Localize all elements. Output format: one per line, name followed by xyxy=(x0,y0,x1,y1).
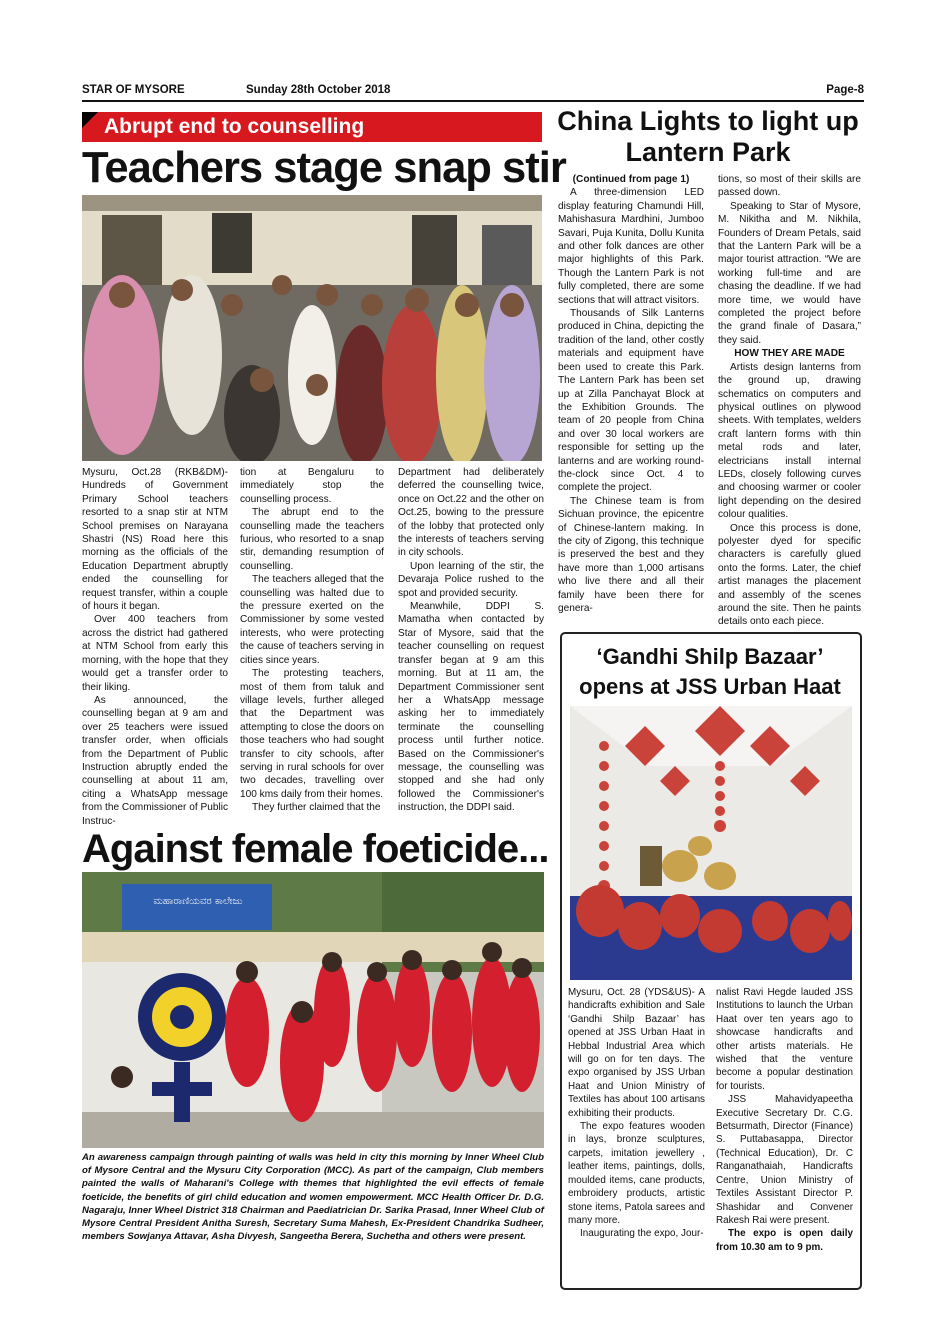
page-header xyxy=(82,84,864,100)
paragraph: The abrupt end to the counselling made the teachers furious, who resorted to a snap stir, demanding resumption of counselling. xyxy=(240,507,384,572)
paragraph: tions, so most of their skills are passed down. xyxy=(718,174,861,199)
paragraph: Once this process is done, polyester dyed for specific characters is carefully glued onto the forms. Later, the chief artist manages the placement and assembly of the scenes around the site. Then he paints details onto each piece. xyxy=(718,522,861,628)
paragraph: nalist Ravi Hegde lauded JSS Institutions to launch the Urban Haat over ten years ago to showcase handicrafts and other artists materials. He wished that the venture become a popular destination for tourists. xyxy=(716,987,853,1092)
subhead: HOW THEY ARE MADE xyxy=(734,348,845,360)
expo-timing: The expo is open daily from 10.30 am to 9 pm. xyxy=(716,1228,853,1253)
china-column-1 xyxy=(558,173,704,615)
gandhi-headline-1: ‘Gandhi Shilp Bazaar’ xyxy=(596,644,824,669)
paragraph: Mysuru, Oct.28 (RKB&DM)- Hundreds of Government Primary School teachers resorted to a snap stir at NTM School premises on Narayana Shastri (NS) Road here this morning as the officials of the Education Department abruptly ended the counselling for request transfer, within a couple of hours it began. xyxy=(82,467,228,613)
china-headline: China Lights to light up Lantern Park xyxy=(557,106,859,167)
paragraph: Department had deliberately deferred the counselling twice, once on Oct.22 and the other on Oct.25, bowing to the pressure of the lobby that protected only the interests of teachers serving in city schools. xyxy=(398,467,544,559)
paragraph: Artists design lanterns from the ground up, drawing schematics on computers and physical outlines on plywood sheets. With templates, welders craft lantern forms with thin metal rods and later, electricians install internal LEDs, closely following curves and choosing warmer or cooler light depending on the desired colour qualities. xyxy=(718,361,861,521)
teachers-column-2 xyxy=(240,466,384,815)
gandhi-column-1 xyxy=(568,986,705,1241)
foeticide-headline: Against female foeticide... xyxy=(82,827,549,871)
gandhi-column-2 xyxy=(716,986,853,1254)
paragraph: A three-dimension LED display featuring Chamundi Hill, Mahishasura Mardhini, Jumboo Savari, Puja Kunita, Dollu Kunita and other folk dances are other major highlights of this Park. Though the Lantern Park is not fully completed, there are some sections that will attract visitors. xyxy=(558,187,704,306)
paragraph: Meanwhile, DDPI S. Mamatha when contacted by Star of Mysore, said that the teacher counselling on request transfer began at 9 am this morning. But at 11 am, the Department Commissioner sent her a WhatsApp message asking her to immediately terminate the counselling process until further notice. Based on the Commissioner's message, the counselling was stopped and she had only followed the Commissioner's instruction, the DDPI said. xyxy=(398,601,544,814)
teachers-photo xyxy=(82,195,542,461)
teachers-column-1 xyxy=(82,466,228,828)
gandhi-photo xyxy=(570,706,852,980)
paragraph: The teachers alleged that the counselling was halted due to the pressure exerted on the Commissioner by some vested interests, who were protecting the cause of teachers serving in cities since years. xyxy=(240,574,384,666)
foeticide-photo xyxy=(82,872,544,1148)
continued-note: (Continued from page 1) xyxy=(572,174,690,185)
paragraph: They further claimed that the xyxy=(252,802,381,814)
paragraph: As announced, the counselling began at 9 am and over 25 teachers were issued transfer order, when officials from the Department of Public Instruction abruptly ended the counselling at about 11 am, citing a WhatsApp message from the Commissioner of Public Instruc- xyxy=(82,694,228,827)
gandhi-headline-2: opens at JSS Urban Haat xyxy=(579,674,841,699)
paragraph: The protesting teachers, most of them from taluk and village levels, further alleged that the Department was attempting to close the doors on those teachers who had sought transfer to city schools, after serving in rural schools for over two decades, travelling over 100 kms daily from their homes. xyxy=(240,668,384,800)
paper-name: STAR OF MYSORE xyxy=(82,84,185,96)
paragraph: Over 400 teachers from across the district had gathered at NTM School from early this morning, with the hope that they would get a transfer order to their liking. xyxy=(82,614,228,693)
teachers-headline: Teachers stage snap stir xyxy=(82,143,566,192)
header-rule xyxy=(82,100,864,102)
paragraph: Inaugurating the expo, Jour- xyxy=(580,1228,704,1240)
page-number: Page-8 xyxy=(826,84,864,96)
paragraph: Thousands of Silk Lanterns produced in China, depicting the tradition of the land, other costly materials and equipment have been used to create this Park. The Lantern Park has been set up at Zilla Panchayat Block at the Exhibition Grounds. The team of 20 people from China and over 30 local workers are responsible for setting up the lanterns and are working round-the-clock since Oct. 4 to complete the project. xyxy=(558,308,704,494)
paragraph: The Chinese team is from Sichuan province, the epicentre of Chinese-lantern making. In the city of Zigong, this technique is preserved the best and they have more than 1,000 artisans who live there and all their family have been there for genera- xyxy=(558,495,704,614)
issue-date: Sunday 28th October 2018 xyxy=(246,84,391,96)
kicker-corner xyxy=(82,112,98,128)
paragraph: JSS Mahavidyapeetha Executive Secretary Dr. C.G. Betsurmath, Director (Finance) S. Puttabasappa, Director (Technical Education), Dr. C Ranganathaiah, Handicrafts Centre, Union Ministry of Textiles Assistant Director P. Shashidar and Convener Rakesh Rai were present. xyxy=(716,1094,853,1226)
paragraph: Mysuru, Oct. 28 (YDS&US)- A handicrafts exhibition and Sale ‘Gandhi Shilp Bazaar’ has opened at JSS Urban Haat in Hebbal Industrial Area which will go on for ten days. The expo organised by JSS Urban Haat and Union Ministry of Textiles has about 100 artisans exhibiting their products. xyxy=(568,987,705,1119)
china-column-2 xyxy=(718,173,861,629)
paragraph: Speaking to Star of Mysore, M. Nikitha and M. Nikhila, Founders of Dream Petals, said that the Lantern Park will be a major tourist attraction. “We are working full-time and are chasing the deadline. If we had more time, we would have completed the project before the grand finale of Dasara,” they said. xyxy=(718,200,861,346)
wall-sign: ಮಹಾರಾಣಿಯವರ ಕಾಲೇಜು xyxy=(153,896,243,907)
kicker-text: Abrupt end to counselling xyxy=(104,115,365,138)
paragraph: Upon learning of the stir, the Devaraja Police rushed to the spot and provided security. xyxy=(398,560,544,599)
teachers-column-3 xyxy=(398,466,544,815)
paragraph: tion at Bengaluru to immediately stop the counselling process. xyxy=(240,467,384,505)
paragraph: The expo features wooden in lays, bronze sculptures, carpets, imitation jewellery , leather items, paintings, dolls, moulded items, cane products, embroidery products, artistic stone items, Patola sarees and many more. xyxy=(568,1121,705,1226)
foeticide-caption: An awareness campaign through painting of walls was held in city this morning by Inner Wheel Club of Mysore Central and the Mysuru City Corporation (MCC). As part of the campaign, Club members painted the walls of Maharani's College with themes that highlighted the evil effects of female foeticide, the benefits of girl child education and women empowerment. MCC Health Officer Dr. D.G. Nagaraju, Inner Wheel District 318 Chairman and Paediatrician Dr. Sarika Prasad, Inner Wheel Club of Mysore Central President Anitha Suresh, Secretary Suma Mahesh, Ex-President Chandrika Sudheer, members Sowjanya Attavar, Asha Divyesh, Sangeetha Berera, Suchetha and others were present. xyxy=(82,1152,544,1243)
